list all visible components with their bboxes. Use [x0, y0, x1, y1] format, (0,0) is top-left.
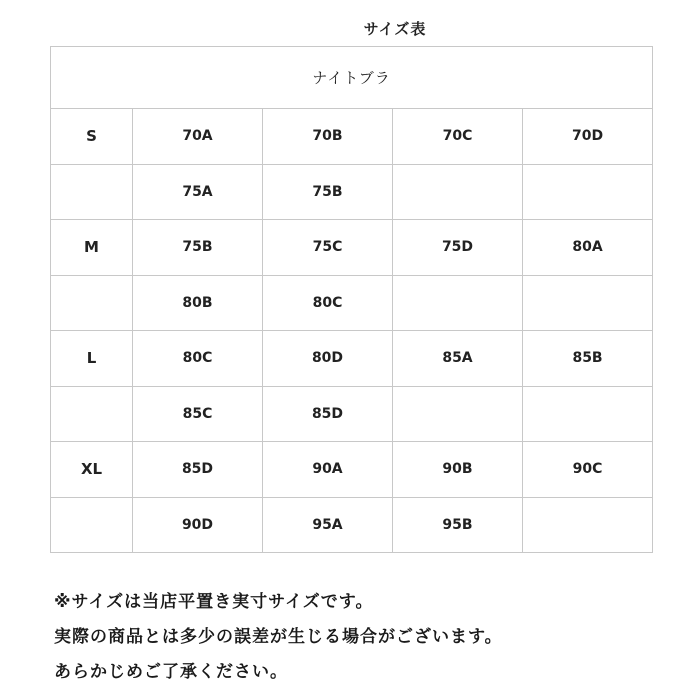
table-row	[51, 109, 653, 165]
table-row	[51, 497, 653, 553]
table-row	[51, 275, 653, 331]
bra-size-cell: 70A	[133, 109, 263, 165]
note-line-1: ※サイズは当店平置き実寸サイズです。	[54, 592, 374, 612]
bra-size-cell: 75B	[133, 220, 263, 276]
table-row	[51, 442, 653, 498]
bra-size-cell	[523, 386, 653, 442]
bra-size-cell: 70D	[523, 109, 653, 165]
bra-size-cell: 95A	[263, 497, 393, 553]
table-header-cell: ナイトブラ	[51, 47, 653, 109]
bra-size-cell	[523, 164, 653, 220]
bra-size-cell: 75C	[263, 220, 393, 276]
bra-size-cell: 85B	[523, 331, 653, 387]
size-table	[50, 46, 653, 553]
bra-size-cell: 95B	[393, 497, 523, 553]
bra-size-cell	[393, 386, 523, 442]
size-label-cell: L	[51, 331, 133, 387]
bra-size-cell: 90D	[133, 497, 263, 553]
bra-size-cell: 85C	[133, 386, 263, 442]
note-line-3: あらかじめご了承ください。	[54, 662, 288, 682]
table-header-row	[51, 47, 653, 109]
bra-size-cell: 80C	[263, 275, 393, 331]
bra-size-cell: 75A	[133, 164, 263, 220]
bra-size-cell: 75B	[263, 164, 393, 220]
bra-size-cell: 85A	[393, 331, 523, 387]
bra-size-cell: 80A	[523, 220, 653, 276]
bra-size-cell	[523, 275, 653, 331]
size-label-cell	[51, 275, 133, 331]
table-row	[51, 164, 653, 220]
size-label-cell: S	[51, 109, 133, 165]
bra-size-cell: 80D	[263, 331, 393, 387]
note-line-2: 実際の商品とは多少の誤差が生じる場合がございます。	[54, 627, 503, 647]
bra-size-cell: 85D	[263, 386, 393, 442]
table-row	[51, 331, 653, 387]
bra-size-cell: 80B	[133, 275, 263, 331]
bra-size-cell: 80C	[133, 331, 263, 387]
bra-size-cell: 90C	[523, 442, 653, 498]
bra-size-cell: 70B	[263, 109, 393, 165]
notes	[54, 585, 503, 690]
size-label-cell	[51, 386, 133, 442]
bra-size-cell	[523, 497, 653, 553]
bra-size-cell: 75D	[393, 220, 523, 276]
size-label-cell: M	[51, 220, 133, 276]
bra-size-cell: 70C	[393, 109, 523, 165]
size-label-cell	[51, 497, 133, 553]
page-title: サイズ表	[363, 20, 427, 38]
table-row	[51, 220, 653, 276]
bra-size-cell: 90A	[263, 442, 393, 498]
bra-size-cell: 85D	[133, 442, 263, 498]
bra-size-cell	[393, 275, 523, 331]
bra-size-cell	[393, 164, 523, 220]
size-label-cell: XL	[51, 442, 133, 498]
bra-size-cell: 90B	[393, 442, 523, 498]
size-label-cell	[51, 164, 133, 220]
table-row	[51, 386, 653, 442]
